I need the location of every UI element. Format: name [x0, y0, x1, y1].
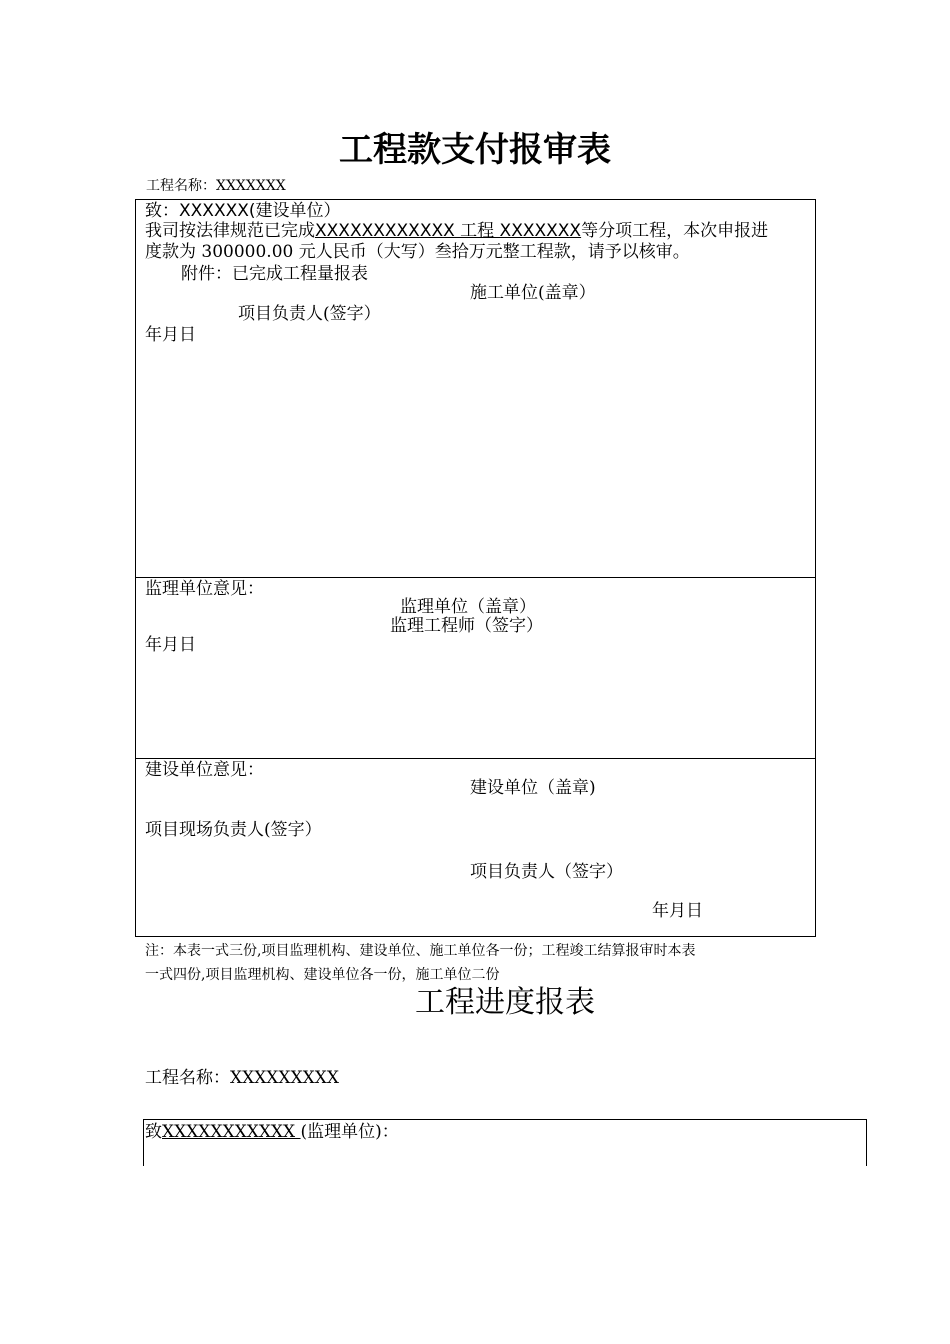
section3-date: 年月日 — [652, 901, 703, 921]
declaration-suffix: 等分项工程，本次申报进 — [581, 221, 769, 241]
form1-project-name: 工程名称：XXXXXXX — [146, 178, 286, 194]
section2-date: 年月日 — [145, 635, 196, 655]
owner-project-manager-sign: 项目负责人（签字） — [470, 862, 623, 882]
form2-addressee-line — [145, 1122, 399, 1142]
form2-table-right — [866, 1119, 867, 1166]
form1-divider-1 — [135, 577, 816, 578]
declaration-line-2: 度款为 300000.00 元人民币（大写）叁拾万元整工程款，请予以核审。 — [145, 242, 690, 262]
declaration-line-1 — [145, 221, 768, 241]
form2-addressee-suffix: (监理单位)： — [300, 1122, 399, 1142]
form2-addressee-prefix: 致 — [145, 1122, 162, 1142]
addressee-line — [145, 201, 341, 221]
note-line-2: 一式四份,项目监理机构、建设单位各一份，施工单位二份 — [145, 967, 500, 983]
supervisor-seal: 监理单位（盖章） — [400, 597, 536, 617]
form2-addressee-value: XXXXXXXXXXX — [162, 1122, 301, 1142]
supervisor-opinion-heading: 监理单位意见： — [145, 579, 264, 599]
addressee-suffix: 建设单位） — [255, 201, 341, 221]
owner-seal: 建设单位（盖章) — [470, 778, 596, 798]
project-manager-sign: 项目负责人(签字） — [238, 304, 381, 324]
declaration-project: XXXXXXXXXXXX 工程 XXXXXXX — [315, 221, 582, 241]
supervisor-engineer-sign: 监理工程师（签字） — [390, 616, 543, 636]
addressee-prefix: 致： — [145, 201, 179, 221]
declaration-prefix: 我司按法律规范已完成 — [145, 221, 315, 241]
note-line-1: 注：本表一式三份,项目监理机构、建设单位、施工单位各一份；工程竣工结算报审时本表 — [145, 943, 696, 959]
form1-divider-2 — [135, 758, 816, 759]
form2-table-left — [143, 1119, 144, 1166]
attachment-line: 附件：已完成工程量报表 — [181, 264, 368, 284]
form1-title: 工程款支付报审表 — [339, 130, 611, 170]
owner-opinion-heading: 建设单位意见： — [145, 760, 264, 780]
form2-project-name: 工程名称：XXXXXXXXX — [145, 1068, 339, 1088]
addressee-value: XXXXXX( — [179, 201, 256, 221]
form2-title: 工程进度报表 — [415, 985, 595, 1020]
contractor-seal: 施工单位(盖章） — [470, 283, 596, 303]
form2-table-top — [143, 1119, 867, 1120]
section1-date: 年月日 — [145, 325, 196, 345]
site-manager-sign: 项目现场负责人(签字） — [145, 820, 322, 840]
